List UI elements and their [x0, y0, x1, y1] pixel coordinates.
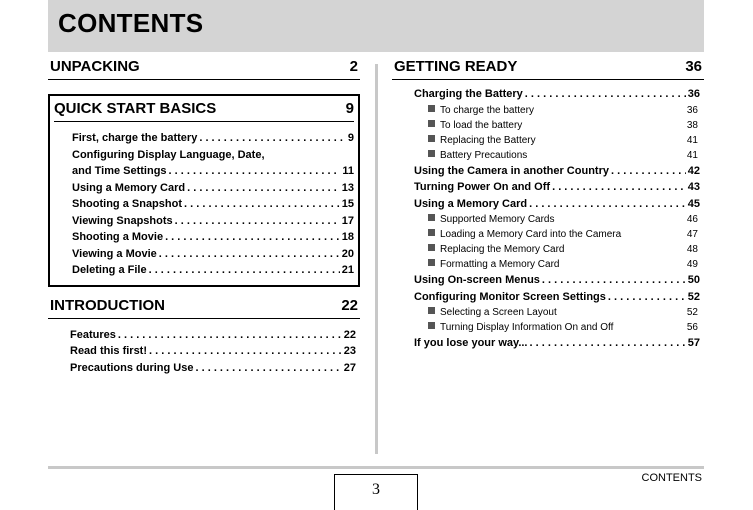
subentry-label: Formatting a Memory Card [440, 259, 560, 270]
entry-label: Using a Memory Card [72, 181, 186, 194]
section-title: QUICK START BASICS [54, 100, 217, 117]
dot-leader [552, 179, 686, 196]
subentry-label: Replacing the Memory Card [440, 244, 565, 255]
dot-leader [199, 130, 346, 147]
toc-entry[interactable] [70, 343, 360, 360]
section-heading [48, 58, 360, 80]
toc-entry[interactable] [414, 196, 704, 213]
square-bullet-icon [428, 307, 435, 314]
entry-label: Using On-screen Menus [414, 274, 540, 286]
section-page: 22 [341, 296, 358, 314]
subentry-page: 36 [686, 104, 698, 116]
toc-entry[interactable] [72, 196, 358, 213]
toc-entries [392, 80, 704, 352]
entry-label: Deleting a File [72, 264, 147, 276]
dot-leader [184, 196, 340, 213]
header-band [48, 0, 704, 52]
toc-subentry[interactable] [414, 242, 704, 257]
entry-label: Using the Camera in another Country [414, 164, 609, 177]
section-unpacking[interactable] [48, 58, 360, 80]
entry-label: Shooting a Snapshot [72, 198, 182, 210]
subentry-label: Battery Precautions [440, 149, 528, 161]
toc-subentry[interactable] [414, 103, 704, 118]
toc-entry[interactable] [72, 246, 358, 263]
section-title: INTRODUCTION [50, 296, 165, 314]
subentry-page: 49 [686, 259, 698, 270]
entry-page: 43 [687, 181, 700, 193]
entry-label: Precautions during Use [70, 361, 194, 374]
toc-entry[interactable] [414, 86, 704, 103]
entry-page: 23 [343, 345, 356, 357]
section-heading[interactable] [392, 58, 704, 80]
toc-entry[interactable] [414, 179, 704, 196]
right-column [392, 58, 704, 362]
entry-page: 11 [342, 165, 354, 177]
entry-label: If you lose your way... [414, 337, 528, 349]
dot-leader [149, 343, 342, 360]
entry-page: 9 [347, 132, 354, 144]
square-bullet-icon [428, 322, 435, 329]
subentry-page: 52 [686, 307, 698, 318]
toc-subentry[interactable] [414, 305, 704, 320]
subentry-page: 46 [686, 214, 698, 225]
entry-page: 42 [687, 164, 700, 177]
toc-entries [48, 319, 360, 377]
dot-leader [529, 196, 686, 213]
section-heading[interactable] [48, 297, 360, 319]
subentry-label: Loading a Memory Card into the Camera [440, 229, 622, 240]
subentry-label: Replacing the Battery [440, 134, 536, 146]
toc-entry[interactable] [414, 272, 704, 289]
dot-leader [159, 246, 340, 263]
entry-page: 13 [341, 181, 354, 194]
square-bullet-icon [428, 214, 435, 221]
dot-leader [608, 289, 686, 306]
section-introduction [48, 297, 360, 377]
left-column [48, 58, 360, 386]
toc-entry[interactable] [72, 229, 358, 246]
subentry-label: Turning Display Information On and Off [440, 322, 614, 333]
entry-label: Configuring Monitor Screen Settings [414, 290, 606, 303]
entry-label: Turning Power On and Off [414, 181, 551, 193]
entry-page: 21 [341, 264, 354, 276]
toc-entry[interactable] [414, 163, 704, 180]
dot-leader [118, 327, 342, 344]
section-title: GETTING READY [394, 58, 518, 75]
entry-label: Viewing Snapshots [72, 214, 173, 227]
square-bullet-icon [428, 244, 435, 251]
entry-label: Charging the Battery [414, 88, 523, 100]
dot-leader [195, 360, 341, 377]
entry-label: Using a Memory Card [414, 197, 528, 210]
toc-subentry[interactable] [414, 148, 704, 163]
dot-leader [175, 213, 340, 230]
entry-page: 36 [687, 88, 700, 100]
dot-leader [149, 262, 340, 279]
toc-entry[interactable] [72, 163, 358, 180]
footer-divider [48, 466, 704, 469]
entry-page: 52 [687, 290, 700, 303]
subentry-page: 48 [686, 244, 698, 255]
section-title: UNPACKING [50, 58, 140, 75]
entry-label: Features [70, 328, 116, 341]
subentry-page: 38 [686, 119, 698, 131]
square-bullet-icon [428, 135, 435, 142]
subentry-page: 41 [686, 149, 698, 161]
section-getting-ready [392, 58, 704, 352]
toc-entry[interactable] [70, 327, 360, 344]
subentry-label: Supported Memory Cards [440, 214, 555, 225]
toc-entry[interactable] [72, 213, 358, 230]
subentry-page: 56 [686, 322, 698, 333]
toc-entry[interactable] [72, 180, 358, 197]
subentry-page: 47 [686, 229, 698, 240]
dot-leader [169, 163, 341, 180]
toc-subentry[interactable] [414, 257, 704, 272]
section-page: 36 [685, 58, 702, 75]
dot-leader [165, 229, 340, 246]
toc-entry[interactable] [414, 335, 704, 352]
subentry-label: Selecting a Screen Layout [440, 307, 557, 318]
entry-label: Shooting a Movie [72, 231, 164, 243]
subentry-label: To load the battery [440, 119, 523, 131]
entry-page: 27 [343, 361, 356, 374]
square-bullet-icon [428, 229, 435, 236]
dot-leader [525, 86, 686, 103]
entry-page: 45 [687, 197, 700, 210]
toc-entry-line[interactable]: Configuring Display Language, Date, [72, 148, 265, 161]
dot-leader [530, 335, 686, 352]
toc-entry[interactable] [72, 130, 358, 147]
toc-entry[interactable] [72, 262, 358, 279]
entry-label: Viewing a Movie [72, 247, 157, 260]
entry-page: 18 [341, 231, 354, 243]
entry-label: and Time Settings [72, 165, 167, 177]
toc-subentry[interactable] [414, 118, 704, 133]
subentry-label: To charge the battery [440, 104, 534, 116]
page-title: CONTENTS [58, 8, 204, 38]
page-number: 3 [334, 474, 418, 510]
entry-page: 50 [687, 274, 700, 286]
entry-label: First, charge the battery [72, 132, 198, 144]
footer-contents-link[interactable]: CONTENTS [641, 472, 702, 484]
dot-leader [542, 272, 686, 289]
dot-leader [611, 163, 686, 180]
square-bullet-icon [428, 259, 435, 266]
toc-entry[interactable] [70, 360, 360, 377]
section-page: 9 [345, 100, 354, 117]
toc-subentry[interactable] [414, 212, 704, 227]
toc-subentry[interactable] [414, 133, 704, 148]
toc-subentry[interactable] [414, 320, 704, 335]
section-page: 2 [349, 58, 358, 75]
square-bullet-icon [428, 120, 435, 127]
entry-label: Read this first! [70, 345, 148, 357]
section-heading[interactable] [54, 100, 354, 122]
square-bullet-icon [428, 105, 435, 112]
section-quick-start [48, 94, 360, 287]
toc-entry[interactable] [414, 289, 704, 306]
subentry-page: 41 [686, 134, 698, 146]
entry-page: 57 [687, 337, 700, 349]
toc-entries [50, 122, 358, 279]
toc-subentry[interactable] [414, 227, 704, 242]
entry-page: 22 [343, 328, 356, 341]
column-divider [375, 64, 378, 454]
entry-page: 20 [341, 247, 354, 260]
dot-leader [187, 180, 340, 197]
square-bullet-icon [428, 150, 435, 157]
entry-page: 17 [341, 214, 354, 227]
entry-page: 15 [341, 198, 354, 210]
